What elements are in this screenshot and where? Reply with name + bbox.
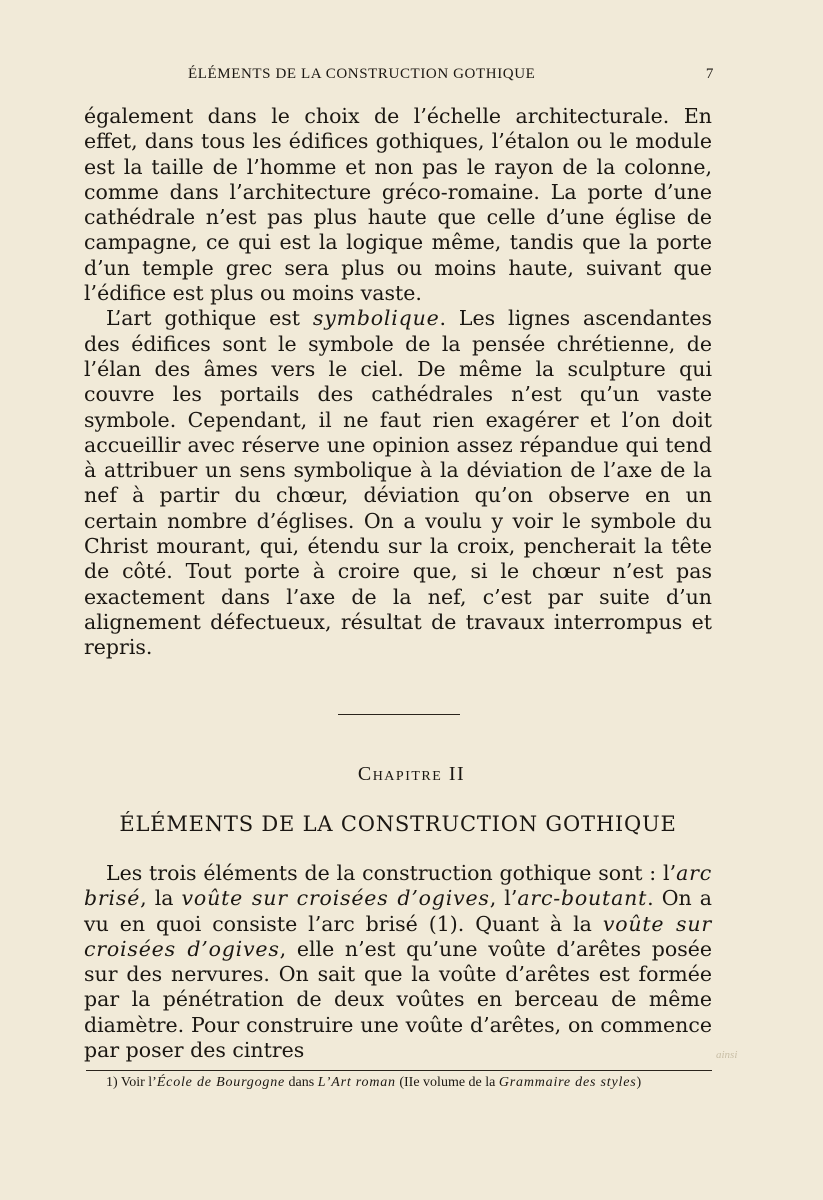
paragraph-text: , elle n’est qu’une voûte d’arêtes posée sur des nervures. On sait que la voûte d’arêtes est formée par la pénétration de deux voûtes en berceau de même diamètre. Pour construire une voûte d’arêtes, on commence par poser des cintres (84, 936, 712, 1063)
chapter-label: Chapitre (357, 763, 443, 785)
paragraph-elements (84, 861, 712, 1063)
emphasis-voute: voûte sur croisées d’ogives (181, 886, 490, 911)
emphasis-voute-2: voûte sur croisées d’ogives (84, 911, 712, 961)
footnote (106, 1075, 712, 1091)
footnote-emphasis: Grammaire des styles (498, 1075, 637, 1090)
chapter-number: II (448, 763, 466, 785)
footnote-divider (86, 1070, 712, 1071)
paragraph-text: . Les lignes ascendantes des édifices sont le symbole de la pensée chrétienne, de l’élan des âmes vers le ciel. De même la sculpture qui couvre les portails des cathédrales n’est qu’un vaste symbole. Cependant, il ne faut rien exagérer et l’on doit accueillir avec réserve une opinion assez répandue qui tend à attribuer un sens symbolique à la déviation de l’axe de la nef à partir du chœur, déviation qu’on observe en un certain nombre d’églises. On a voulu y voir le symbole du Christ mourant, qui, étendu sur la croix, pencherait la tête de côté. Tout porte à croire que, si le chœur n’est pas exactement dans l’axe de la nef, c’est par suite d’un alignement défectueux, résultat de travaux interrompus et repris. (84, 306, 712, 660)
section-divider (338, 714, 460, 715)
paragraph-symbolism (84, 306, 712, 660)
paragraph-text: Les trois éléments de la construction gothique sont : l’ (106, 861, 677, 885)
footnote-text: dans (285, 1075, 318, 1090)
footnote-text: 1) Voir l’ (106, 1075, 157, 1090)
footnote-text: (IIe volume de la (395, 1075, 499, 1090)
emphasis-symbolique: symbolique (312, 306, 440, 331)
paragraph-text: L’art gothique est (106, 306, 313, 331)
emphasis-arc-boutant: arc-boutant (517, 886, 648, 911)
text-block-2 (84, 861, 712, 1063)
paragraph-text: , la (140, 886, 182, 911)
margin-annotation: ainsi (716, 1049, 738, 1061)
page-number: 7 (705, 66, 714, 82)
text-block-1 (84, 104, 712, 661)
paragraph-text: . On a vu en quoi consiste l’arc brisé (1). Quant à la (84, 886, 713, 936)
footnote-emphasis: L’Art roman (317, 1075, 396, 1090)
paragraph-text: , l’ (489, 886, 518, 911)
chapter-title: ÉLÉMENTS DE LA CONSTRUCTION GOTHIQUE (119, 812, 677, 836)
footnote-emphasis: École de Bourgogne (156, 1075, 286, 1090)
emphasis-arc-brise: arc brisé (84, 861, 712, 911)
footnote-text: ) (636, 1075, 642, 1090)
running-head-title: ÉLÉMENTS DE LA CONSTRUCTION GOTHIQUE (188, 66, 536, 82)
paragraph-scale: également dans le choix de l’échelle architecturale. En effet, dans tous les édifices gothiques, l’étalon ou le module est la taille de l’homme et non pas le rayon de la colonne, comme dans l’architecture gréco-romaine. La porte d’une cathédrale n’est pas plus haute que celle d’une église de campagne, ce qui est la logique même, tandis que la porte d’un temple grec sera plus ou moins haute, suivant que l’édifice est plus ou moins vaste. (84, 104, 712, 306)
chapter-heading (0, 763, 823, 786)
